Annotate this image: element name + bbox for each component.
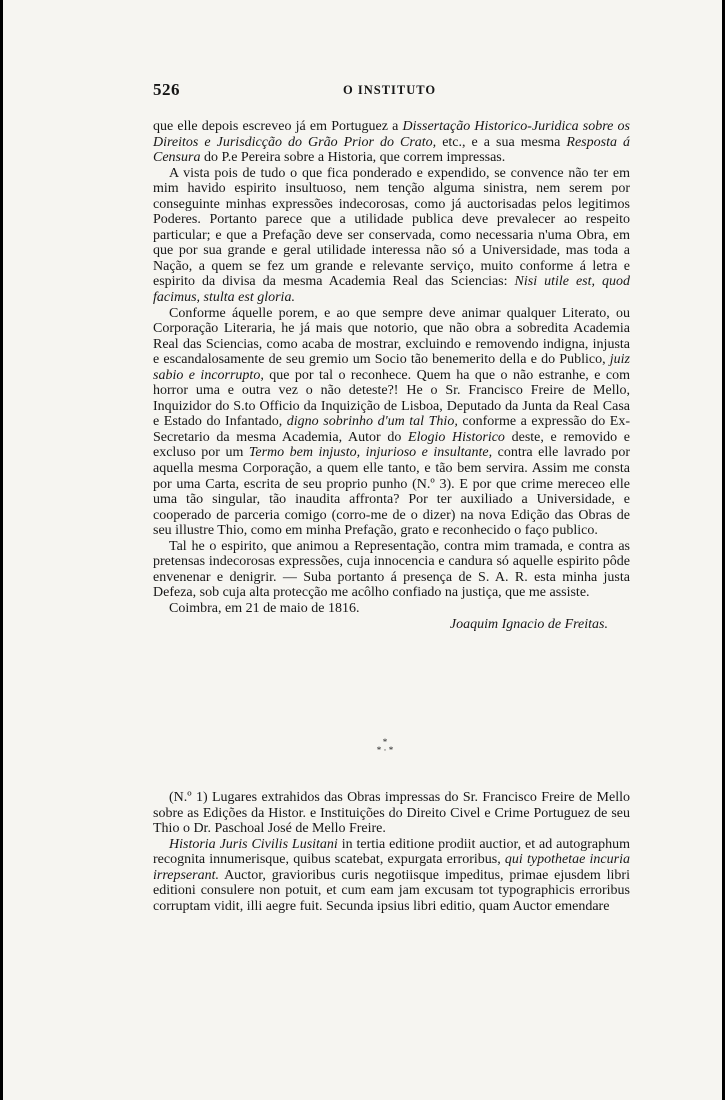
asterism-ornament: * * · * [376,737,394,755]
paragraph-1: que elle depois escreveo já em Portuguez a Dissertação Historico-Juridica sobre os Direitos e Jurisdicção do Grão Prior do Crato, etc., e a sua mesma Resposta á Censura do P.e Pereira sobre a Historia, que correm impressas. [153,119,630,166]
notes-section [153,790,630,914]
page-header [153,80,633,102]
latin-motto: Nisi utile est, quod facimus, stulta est gloria. [153,274,630,306]
page-number: 526 [153,80,180,99]
signature: Joaquim Ignacio de Freitas. [449,616,608,632]
italic-title: Dissertação Historico-Juridica sobre os Direitos e Jurisdicção do Grão Prior do Crato, [153,119,630,150]
main-text [153,119,630,632]
running-title: O INSTITUTO [343,83,437,97]
document-page [3,0,722,1100]
italic-title: Resposta á Censura [153,134,630,166]
note-heading: (N.º 1) Lugares extrahidos das Obras impressas do Sr. Francisco Freire de Mello sobre as Edições da Histor. e Instituições do Direito Civel e Crime Portuguez de seu Thio o Dr. Paschoal José de Mello Freire. [153,790,630,837]
dateline: Coimbra, em 21 de maio de 1816. [169,600,360,616]
paragraph-3: Conforme áquelle porem, e ao que sempre deve animar qualquer Literato, ou Corporação Literaria, he já mais que notorio, que não obra a sobredita Academia Real das Sciencias, como acaba de mostrar, excluindo e removendo indigna, injusta e escandalosamente de seu gremio um Socio tão benemerito della e do Publico, juiz sabio e incorrupto, que por tal o reconhece. Quem ha que o não estranhe, e com horror uma e outra vez o não deteste?! He o Sr. Francisco Freire de Mello, Inquizidor do S.to Officio da Inquizição de Lisboa, Deputado da Junta da Real Casa e Estado do Infantado, digno sobrinho d'um tal Thio, conforme a expressão do Ex-Secretario da mesma Academia, Autor do Elogio Historico deste, e removido e excluso por um Termo bem injusto, injurioso e insultante, contra elle lavrado por aquella mesma Corporação, a quem elle tanto, e tão bem servira. Assim me consta por uma Carta, escrita de seu proprio punho (N.º 3). E por que crime mereceo elle uma tão singular, tão inaudita affronta? Por ter auxiliado a Universidade, e cooperado de parceria comigo (corro-me de o dizer) na nova Edição das Obras de seu illustre Thio, como em minha Prefação, grato e reconhecido o faço publico. [153,305,631,539]
paragraph-2: A vista pois de tudo o que fica ponderado e expendido, se convence não ter em mim havido espirito insultuoso, nem tenção alguma sinistra, nem serem por conseguinte minhas expressões indecorosas, como já auctorisadas pelos legitimos Poderes. Portanto parece que a utilidade publica deve prevalecer ao respeito particular; e que a Prefação deve ser conservada, como necessaria n'uma Obra, em que por sua grande e geral utilidade interessa não só a Universidade, mas toda a Nação, a quem se fez um grande e relevante serviço, muito conforme á letra e espirito da divisa da mesma Academia Real das Sciencias: Nisi utile est, quod facimus, stulta est gloria. [153,165,630,306]
note-paragraph: Historia Juris Civilis Lusitani in tertia editione prodiit auctior, et ad autographum recognita innumerisque, quibus scatebat, expurgata erroribus, qui typothetae incuria irrepserant. Auctor, gravioribus curis negotiisque impeditus, primae ejusdem libri editioni consulere non potuit, et cum eam jam excusam tot typographicis erroribus corruptam vidit, illi aegre fuit. Secunda ipsius libri editio, quam Auctor emendare [153,836,630,914]
paragraph-4: Tal he o espirito, que animou a Representação, contra mim tramada, e contra as pretensas indecorosas expressões, cuja innocencia e candura só aquelle espirito pôde envenenar e denigrir. — Suba portanto á presença de S. A. R. esta minha justa Defeza, sob cuja alta protecção me acôlho confiado na justiça, que me assiste. [153,538,630,601]
